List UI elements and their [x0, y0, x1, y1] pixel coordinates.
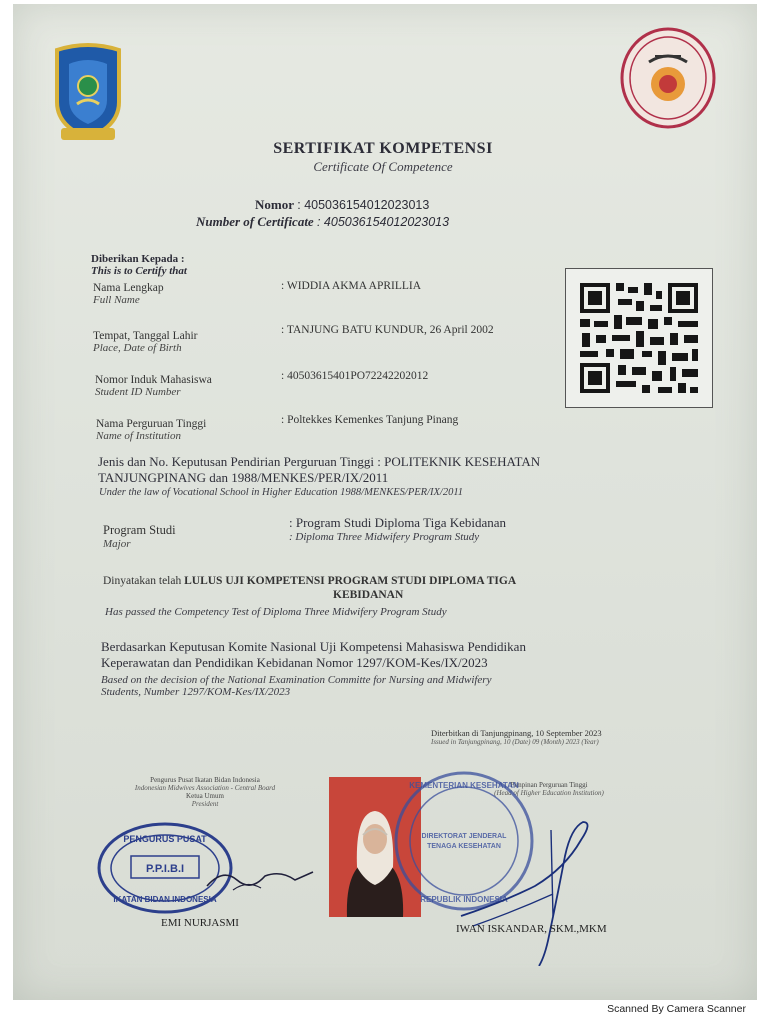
left-sig-line3: Ketua Umum	[186, 792, 224, 800]
nomor-label: Nomor	[255, 197, 294, 212]
field-label: Tempat, Tanggal Lahir	[93, 330, 198, 342]
field-label: Nomor Induk Mahasiswa	[95, 374, 212, 386]
number-value: : 405036154012023013	[316, 215, 450, 229]
left-sig-line4: President	[191, 800, 219, 808]
certify-label: This is to Certify that	[91, 265, 187, 277]
field-sublabel: Name of Institution	[96, 430, 181, 442]
ministry-stamp-mid2: TENAGA KESEHATAN	[427, 843, 501, 850]
program-sublabel: Major	[103, 538, 131, 550]
left-sig-line1: Pengurus Pusat Ikatan Bidan Indonesia	[150, 776, 260, 784]
passed-english: Has passed the Competency Test of Diploma Three Midwifery Program Study	[105, 606, 447, 618]
field-birth	[93, 330, 198, 354]
ppibi-stamp-mid: P.P.I.B.I	[145, 863, 185, 875]
nomor-value: : 405036154012023013	[297, 198, 430, 212]
field-value-full-name: : WIDDIA AKMA APRILLIA	[281, 280, 422, 292]
issued-line2: Issued in Tanjungpinang, 10 (Date) 09 (Month) 2023 (Year)	[431, 738, 599, 746]
basis-line2: Keperawatan dan Pendidikan Kebidanan Nomor 1297/KOM-Kes/IX/2023	[101, 655, 488, 670]
basis-en2: Students, Number 1297/KOM-Kes/IX/2023	[101, 686, 291, 698]
field-sublabel: Student ID Number	[95, 386, 181, 398]
field-value-birth: : TANJUNG BATU KUNDUR, 26 April 2002	[281, 324, 494, 336]
field-sublabel: Place, Date of Birth	[93, 342, 182, 354]
left-sig-line2: Indonesian Midwives Association - Central Board	[134, 784, 276, 792]
right-sig-line2: (Head of Higher Education Institution)	[494, 789, 604, 797]
program-value-english: : Diploma Three Midwifery Program Study	[289, 531, 480, 543]
scanner-footer: Scanned By Camera Scanner	[607, 1003, 746, 1015]
right-sig-name: IWAN ISKANDAR, SKM.,MKM	[456, 923, 607, 935]
ministry-stamp-top: KEMENTERIAN KESEHATAN	[409, 781, 519, 790]
issued-line1: Diterbitkan di Tanjungpinang, 10 September 2023	[431, 728, 602, 738]
field-value-student-id: : 40503615401PO72242202012	[281, 370, 429, 382]
certificate-title: SERTIFIKAT KOMPETENSI	[273, 140, 493, 157]
program-label: Program Studi	[103, 523, 176, 537]
field-sublabel: Full Name	[93, 294, 140, 306]
given-to-label: Diberikan Kepada :	[91, 253, 185, 265]
right-sig-line1: Pimpinan Perguruan Tinggi	[510, 781, 588, 789]
left-signature-icon	[203, 850, 323, 900]
province-emblem-icon	[51, 42, 125, 146]
certificate-subtitle: Certificate Of Competence	[313, 159, 453, 174]
decree-line2: TANJUNGPINANG dan 1988/MENKES/PER/IX/2011	[98, 470, 389, 485]
passed-prefix: Dinyatakan telah	[103, 575, 182, 587]
ministry-stamp-mid1: DIREKTORAT JENDERAL	[421, 833, 507, 840]
ppibi-stamp-bottom: IKATAN BIDAN INDONESIA	[113, 895, 217, 904]
decree-line1: Jenis dan No. Keputusan Pendirian Perguruan Tinggi : POLITEKNIK KESEHATAN	[98, 454, 541, 469]
certificate-paper	[13, 4, 757, 1000]
ministry-stamp-bottom: REPUBLIK INDONESIA	[420, 895, 508, 904]
program-value: : Program Studi Diploma Tiga Kebidanan	[289, 515, 507, 530]
basis-line1: Berdasarkan Keputusan Komite Nasional Uji Kompetensi Mahasiswa Pendidikan	[101, 639, 526, 654]
qr-code-frame	[565, 268, 713, 408]
ppibi-stamp-top: PENGURUS PUSAT	[123, 834, 207, 844]
field-institution	[96, 418, 206, 442]
field-value-institution: : Poltekkes Kemenkes Tanjung Pinang	[281, 414, 459, 426]
field-student-id	[95, 374, 212, 398]
right-signature-icon	[453, 816, 603, 966]
ibi-seal-icon	[619, 26, 717, 130]
left-sig-name: EMI NURJASMI	[161, 917, 239, 929]
basis-en1: Based on the decision of the National Examination Committe for Nursing and Midwifery	[101, 674, 492, 686]
number-label: Number of Certificate	[196, 214, 314, 229]
program-label-group	[103, 523, 176, 550]
qr-code-icon	[566, 269, 712, 407]
passed-bold2: KEBIDANAN	[333, 589, 404, 601]
passed-bold1: LULUS UJI KOMPETENSI PROGRAM STUDI DIPLOMA TIGA	[184, 575, 517, 587]
field-label: Nama Perguruan Tinggi	[96, 418, 207, 430]
decree-english: Under the law of Vocational School in Higher Education 1988/MENKES/PER/IX/2011	[99, 487, 464, 498]
field-label: Nama Lengkap	[93, 282, 164, 294]
field-full-name	[93, 282, 164, 306]
